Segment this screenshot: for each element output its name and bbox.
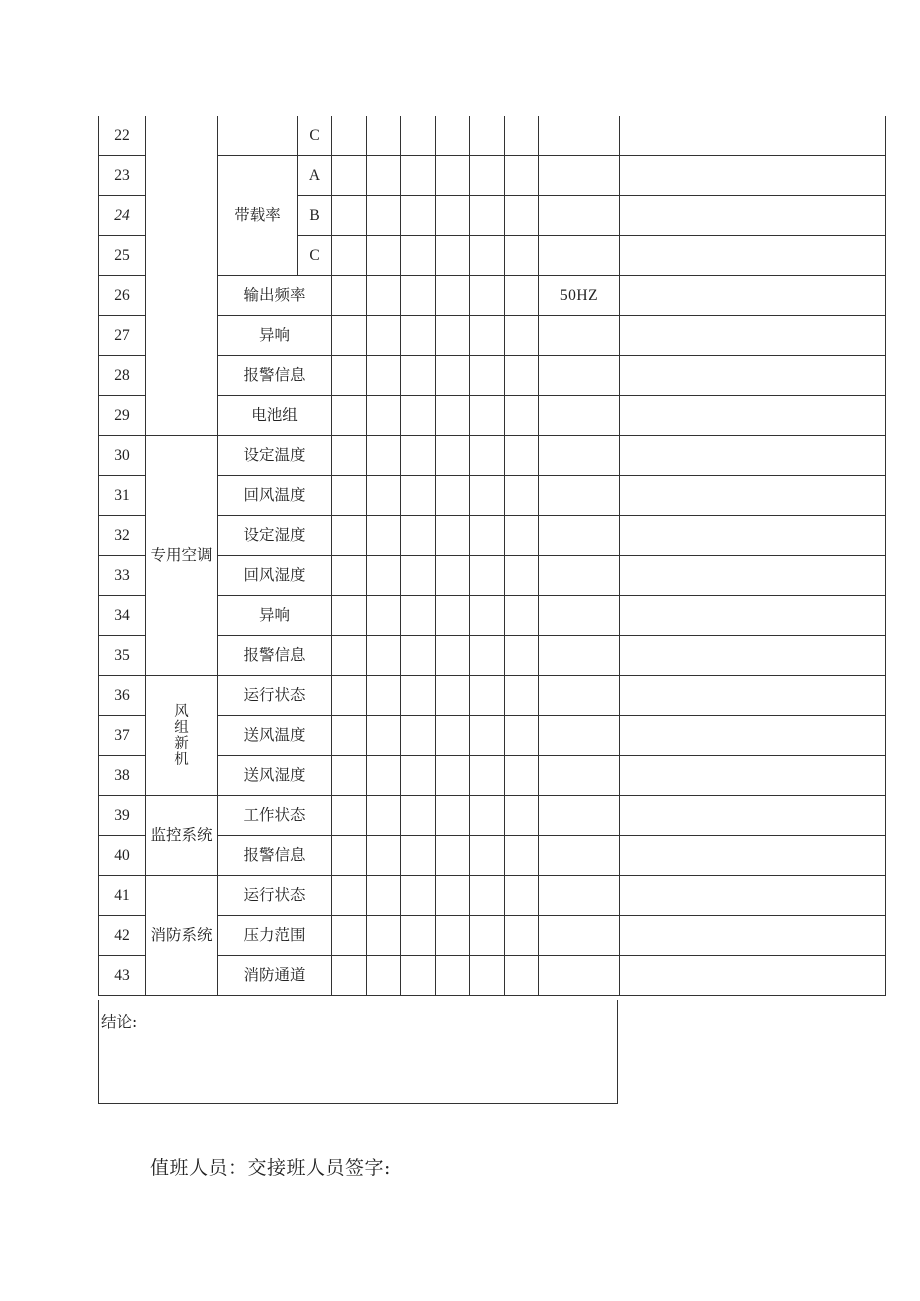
record-cell[interactable] — [436, 716, 470, 756]
group-label: 专用空调 — [146, 436, 218, 676]
record-cell[interactable] — [436, 476, 470, 516]
inspection-table — [98, 116, 886, 996]
remarks-cell[interactable] — [620, 476, 886, 516]
record-cell[interactable] — [436, 356, 470, 396]
record-cell[interactable] — [436, 276, 470, 316]
item-label: 带载率 — [218, 156, 298, 276]
remarks-cell[interactable] — [620, 956, 886, 996]
row-number: 43 — [99, 956, 146, 996]
phase-label: B — [298, 196, 332, 236]
record-cell[interactable] — [332, 396, 367, 436]
remarks-cell[interactable] — [620, 716, 886, 756]
record-cell[interactable] — [470, 156, 505, 196]
standard-cell[interactable] — [539, 356, 620, 396]
item-label: 异响 — [218, 596, 332, 636]
table-row — [99, 876, 886, 916]
row-number: 39 — [99, 796, 146, 836]
record-cell[interactable] — [401, 836, 436, 876]
table-row — [99, 116, 886, 156]
record-cell[interactable] — [367, 556, 401, 596]
record-cell[interactable] — [367, 756, 401, 796]
record-cell[interactable] — [401, 396, 436, 436]
record-cell[interactable] — [470, 116, 505, 156]
record-cell[interactable] — [470, 316, 505, 356]
record-cell[interactable] — [401, 436, 436, 476]
record-cell[interactable] — [470, 236, 505, 276]
remarks-cell[interactable] — [620, 876, 886, 916]
record-cell[interactable] — [332, 636, 367, 676]
signature-line: 值班人员：交接班人员签字: — [150, 1157, 391, 1179]
record-cell[interactable] — [470, 436, 505, 476]
standard-cell[interactable] — [539, 596, 620, 636]
table-row — [99, 276, 886, 316]
table-row — [99, 836, 886, 876]
remarks-cell[interactable] — [620, 636, 886, 676]
record-cell[interactable] — [436, 196, 470, 236]
record-cell[interactable] — [401, 156, 436, 196]
table-row — [99, 516, 886, 556]
record-cell[interactable] — [401, 236, 436, 276]
standard-cell[interactable] — [539, 396, 620, 436]
standard-cell[interactable] — [539, 436, 620, 476]
record-cell[interactable] — [401, 596, 436, 636]
record-cell[interactable] — [332, 916, 367, 956]
conclusion-box[interactable] — [98, 1000, 618, 1104]
phase-label: A — [298, 156, 332, 196]
item-label: 运行状态 — [218, 676, 332, 716]
record-cell[interactable] — [367, 796, 401, 836]
record-cell[interactable] — [367, 716, 401, 756]
record-cell[interactable] — [401, 316, 436, 356]
record-cell[interactable] — [401, 956, 436, 996]
record-cell[interactable] — [470, 356, 505, 396]
table-row — [99, 636, 886, 676]
item-label: 工作状态 — [218, 796, 332, 836]
row-number: 24 — [99, 196, 146, 236]
standard-cell[interactable] — [539, 796, 620, 836]
table-row — [99, 156, 886, 196]
remarks-cell[interactable] — [620, 676, 886, 716]
record-cell[interactable] — [332, 516, 367, 556]
record-cell[interactable] — [401, 476, 436, 516]
record-cell[interactable] — [332, 116, 367, 156]
record-cell[interactable] — [401, 196, 436, 236]
record-cell[interactable] — [401, 796, 436, 836]
standard-cell[interactable] — [539, 916, 620, 956]
record-cell[interactable] — [505, 236, 539, 276]
record-cell[interactable] — [505, 596, 539, 636]
record-cell[interactable] — [505, 636, 539, 676]
item-label: 报警信息 — [218, 636, 332, 676]
table-row — [99, 956, 886, 996]
record-cell[interactable] — [401, 636, 436, 676]
remarks-cell[interactable] — [620, 116, 886, 156]
record-cell[interactable] — [436, 836, 470, 876]
record-cell[interactable] — [436, 516, 470, 556]
standard-cell[interactable] — [539, 836, 620, 876]
table-row — [99, 716, 886, 756]
group-label — [146, 676, 218, 796]
row-number: 42 — [99, 916, 146, 956]
remarks-cell[interactable] — [620, 796, 886, 836]
record-cell[interactable] — [436, 756, 470, 796]
record-cell[interactable] — [332, 196, 367, 236]
item-label: 回风湿度 — [218, 556, 332, 596]
row-number: 36 — [99, 676, 146, 716]
record-cell[interactable] — [332, 756, 367, 796]
phase-label: C — [298, 236, 332, 276]
table-row — [99, 796, 886, 836]
standard-cell[interactable] — [539, 676, 620, 716]
group-label: 消防系统 — [146, 876, 218, 996]
record-cell[interactable] — [332, 676, 367, 716]
standard-cell[interactable] — [539, 716, 620, 756]
remarks-cell[interactable] — [620, 236, 886, 276]
record-cell[interactable] — [332, 796, 367, 836]
record-cell[interactable] — [401, 276, 436, 316]
table-row — [99, 756, 886, 796]
record-cell[interactable] — [505, 276, 539, 316]
record-cell[interactable] — [401, 876, 436, 916]
record-cell[interactable] — [436, 116, 470, 156]
record-cell[interactable] — [367, 636, 401, 676]
row-number: 37 — [99, 716, 146, 756]
item-label: 压力范围 — [218, 916, 332, 956]
remarks-cell[interactable] — [620, 756, 886, 796]
record-cell[interactable] — [401, 556, 436, 596]
table-row — [99, 476, 886, 516]
record-cell[interactable] — [470, 956, 505, 996]
record-cell[interactable] — [367, 196, 401, 236]
record-cell[interactable] — [367, 116, 401, 156]
item-label: 输出频率 — [218, 276, 332, 316]
table-row — [99, 916, 886, 956]
record-cell[interactable] — [505, 956, 539, 996]
record-cell[interactable] — [505, 356, 539, 396]
record-cell[interactable] — [470, 556, 505, 596]
record-cell[interactable] — [505, 716, 539, 756]
record-cell[interactable] — [367, 956, 401, 996]
record-cell[interactable] — [367, 876, 401, 916]
record-cell[interactable] — [436, 156, 470, 196]
record-cell[interactable] — [505, 916, 539, 956]
record-cell[interactable] — [367, 276, 401, 316]
table-row — [99, 596, 886, 636]
item-label: 报警信息 — [218, 356, 332, 396]
item-cell-empty — [218, 116, 298, 156]
standard-cell[interactable] — [539, 516, 620, 556]
remarks-cell[interactable] — [620, 156, 886, 196]
record-cell[interactable] — [470, 516, 505, 556]
record-cell[interactable] — [436, 636, 470, 676]
record-cell[interactable] — [332, 956, 367, 996]
record-cell[interactable] — [505, 116, 539, 156]
standard-cell[interactable] — [539, 236, 620, 276]
row-number: 29 — [99, 396, 146, 436]
item-label: 回风温度 — [218, 476, 332, 516]
standard-cell[interactable] — [539, 116, 620, 156]
group-label: 监控系统 — [146, 796, 218, 876]
record-cell[interactable] — [505, 396, 539, 436]
item-label: 运行状态 — [218, 876, 332, 916]
remarks-cell[interactable] — [620, 516, 886, 556]
record-cell[interactable] — [367, 676, 401, 716]
record-cell[interactable] — [367, 316, 401, 356]
record-cell[interactable] — [332, 356, 367, 396]
table-row — [99, 396, 886, 436]
table-row — [99, 676, 886, 716]
record-cell[interactable] — [332, 236, 367, 276]
remarks-cell[interactable] — [620, 196, 886, 236]
record-cell[interactable] — [332, 276, 367, 316]
row-number: 32 — [99, 516, 146, 556]
item-label: 送风湿度 — [218, 756, 332, 796]
row-number: 28 — [99, 356, 146, 396]
record-cell[interactable] — [505, 156, 539, 196]
record-cell[interactable] — [470, 916, 505, 956]
conclusion-label: 结论: — [101, 1013, 138, 1031]
standard-cell[interactable] — [539, 156, 620, 196]
record-cell[interactable] — [505, 316, 539, 356]
record-cell[interactable] — [367, 596, 401, 636]
record-cell[interactable] — [436, 436, 470, 476]
record-cell[interactable] — [401, 116, 436, 156]
standard-cell[interactable] — [539, 956, 620, 996]
record-cell[interactable] — [367, 476, 401, 516]
row-number: 35 — [99, 636, 146, 676]
record-cell[interactable] — [470, 636, 505, 676]
record-cell[interactable] — [470, 396, 505, 436]
remarks-cell[interactable] — [620, 356, 886, 396]
item-label: 消防通道 — [218, 956, 332, 996]
record-cell[interactable] — [367, 396, 401, 436]
record-cell[interactable] — [505, 196, 539, 236]
record-cell[interactable] — [367, 356, 401, 396]
standard-cell[interactable] — [539, 556, 620, 596]
item-label: 设定湿度 — [218, 516, 332, 556]
record-cell[interactable] — [470, 596, 505, 636]
group-cell-empty — [146, 116, 218, 436]
record-cell[interactable] — [332, 596, 367, 636]
row-number: 22 — [99, 116, 146, 156]
record-cell[interactable] — [505, 876, 539, 916]
record-cell[interactable] — [367, 516, 401, 556]
record-cell[interactable] — [332, 556, 367, 596]
table-row — [99, 436, 886, 476]
remarks-cell[interactable] — [620, 436, 886, 476]
record-cell[interactable] — [401, 516, 436, 556]
row-number: 25 — [99, 236, 146, 276]
record-cell[interactable] — [505, 476, 539, 516]
record-cell[interactable] — [470, 196, 505, 236]
remarks-cell[interactable] — [620, 836, 886, 876]
record-cell[interactable] — [505, 796, 539, 836]
standard-cell[interactable] — [539, 756, 620, 796]
remarks-cell[interactable] — [620, 556, 886, 596]
standard-value: 50HZ — [539, 276, 620, 316]
standard-cell[interactable] — [539, 476, 620, 516]
row-number: 23 — [99, 156, 146, 196]
vertical-group-text: 风 组 新 机 — [174, 703, 189, 768]
standard-cell[interactable] — [539, 196, 620, 236]
row-number: 40 — [99, 836, 146, 876]
record-cell[interactable] — [505, 516, 539, 556]
record-cell[interactable] — [367, 836, 401, 876]
record-cell[interactable] — [436, 596, 470, 636]
row-number: 30 — [99, 436, 146, 476]
remarks-cell[interactable] — [620, 316, 886, 356]
record-cell[interactable] — [401, 676, 436, 716]
row-number: 26 — [99, 276, 146, 316]
item-label: 设定温度 — [218, 436, 332, 476]
item-label: 报警信息 — [218, 836, 332, 876]
record-cell[interactable] — [332, 436, 367, 476]
record-cell[interactable] — [332, 876, 367, 916]
row-number: 34 — [99, 596, 146, 636]
record-cell[interactable] — [436, 236, 470, 276]
record-cell[interactable] — [505, 676, 539, 716]
record-cell[interactable] — [401, 716, 436, 756]
record-cell[interactable] — [436, 796, 470, 836]
row-number: 27 — [99, 316, 146, 356]
record-cell[interactable] — [332, 316, 367, 356]
record-cell[interactable] — [332, 156, 367, 196]
table-row — [99, 556, 886, 596]
record-cell[interactable] — [470, 676, 505, 716]
record-cell[interactable] — [367, 916, 401, 956]
record-cell[interactable] — [367, 436, 401, 476]
remarks-cell[interactable] — [620, 276, 886, 316]
record-cell[interactable] — [401, 356, 436, 396]
row-number: 33 — [99, 556, 146, 596]
record-cell[interactable] — [470, 796, 505, 836]
standard-cell[interactable] — [539, 636, 620, 676]
remarks-cell[interactable] — [620, 396, 886, 436]
item-label: 电池组 — [218, 396, 332, 436]
record-cell[interactable] — [505, 756, 539, 796]
record-cell[interactable] — [436, 956, 470, 996]
row-number: 38 — [99, 756, 146, 796]
record-cell[interactable] — [367, 156, 401, 196]
record-cell[interactable] — [470, 836, 505, 876]
record-cell[interactable] — [470, 876, 505, 916]
record-cell[interactable] — [470, 756, 505, 796]
record-cell[interactable] — [470, 276, 505, 316]
record-cell[interactable] — [436, 316, 470, 356]
record-cell[interactable] — [332, 476, 367, 516]
record-cell[interactable] — [332, 836, 367, 876]
remarks-cell[interactable] — [620, 916, 886, 956]
item-label: 送风温度 — [218, 716, 332, 756]
remarks-cell[interactable] — [620, 596, 886, 636]
record-cell[interactable] — [505, 556, 539, 596]
record-cell[interactable] — [332, 716, 367, 756]
record-cell[interactable] — [401, 756, 436, 796]
table-row — [99, 316, 886, 356]
standard-cell[interactable] — [539, 876, 620, 916]
row-number: 41 — [99, 876, 146, 916]
standard-cell[interactable] — [539, 316, 620, 356]
record-cell[interactable] — [470, 716, 505, 756]
record-cell[interactable] — [436, 396, 470, 436]
record-cell[interactable] — [436, 916, 470, 956]
table-row — [99, 356, 886, 396]
record-cell[interactable] — [505, 436, 539, 476]
record-cell[interactable] — [436, 556, 470, 596]
phase-label: C — [298, 116, 332, 156]
record-cell[interactable] — [505, 836, 539, 876]
record-cell[interactable] — [401, 916, 436, 956]
row-number: 31 — [99, 476, 146, 516]
record-cell[interactable] — [436, 876, 470, 916]
record-cell[interactable] — [436, 676, 470, 716]
record-cell[interactable] — [367, 236, 401, 276]
record-cell[interactable] — [470, 476, 505, 516]
item-label: 异响 — [218, 316, 332, 356]
